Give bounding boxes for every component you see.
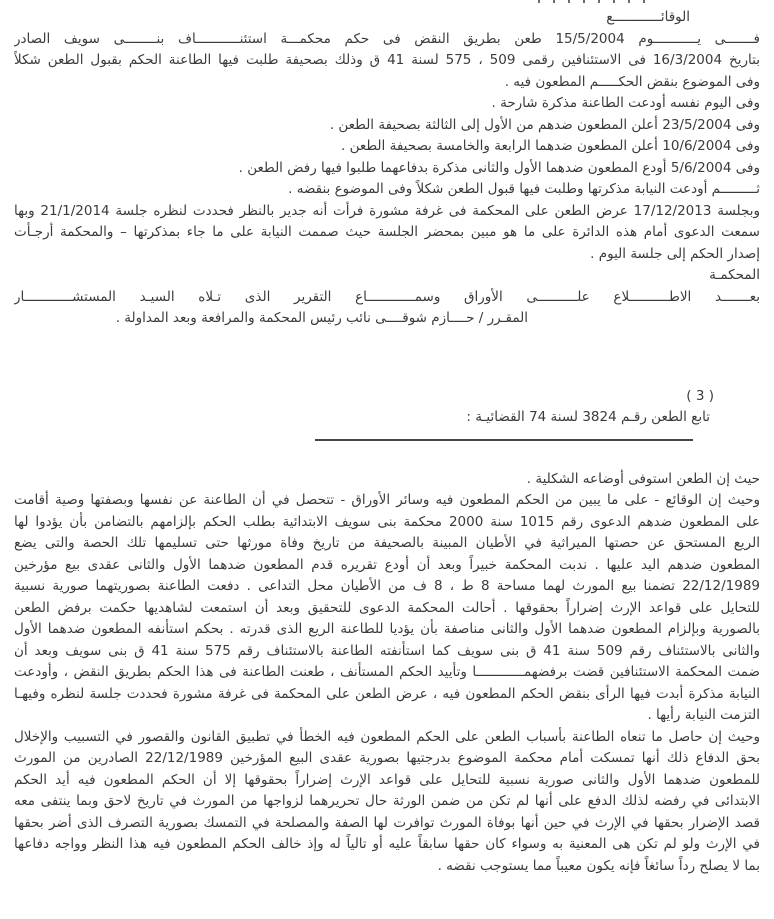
ruling-line: في الإرث ولو لم تكن هى المعنية به وسواء كان حقها سابقاً عليه أو تالياً له وإذ خالف الحكم المطعون فيه هذا النظر وواجه دفاعها [14,836,760,852]
page-number: ( 3 ) [686,387,714,404]
facts-line: وفى 23/5/2004 أعلن المطعون ضدهم من الأول إلى الثالثة بصحيفة الطعن . [329,116,760,133]
ruling-line: ضمت المحكمة الاستئنافين قضت برفضهمــــــــــــا وتأييد الحكم المستأنف ، طعنت الطاعنة فى هذا الحكم بطريق النقض ، وأودعت [14,664,760,680]
facts-line: ثـــــــــم أودعت النيابة مذكرتها وطلبت فيها قبول الطعن شكلاً وفى الموضوع بنقضه . [288,181,760,197]
court-line: بعـــــــد الاطــــــــــلاع علــــــــــى الأوراق وسمــــــــــــاع التقرير الذى تـلاه السيـد المستشــــــــــــار [14,288,760,305]
facts-line: وبجلسة 17/12/2013 عرض الطعن على المحكمة فى غرفة مشورة فرأت أنه جدير بالنظر فحددت لنظره جلسة 21/1/2014 وبها [14,202,760,219]
ruling-line: التزمت النيابة رأيها . [647,707,760,723]
ruling-line: 22/12/1989 تضمنا بيع المورث لهما مساحة 8 ط ، 8 ف من الأطيان محل التداعى . دفعت الطاعنة بصوريتهما صورية نسبية [14,578,760,594]
ruling-line: النيابة مذكرة أبدت فيها الرأى بنقض الحكم المطعون فيه ، عرض الطعن على المحكمة فى غرفة مشورة فحددت جلسة لنظره وفيهـا [14,685,760,702]
facts-line: وفى 10/6/2004 أعلن المطعون ضدهما الرابعة والخامسة بصحيفة الطعن . [340,138,760,154]
facts-heading: الوقائــــــــــــع [606,9,690,25]
ruling-line: والثانى بالاستئناف رقم 509 سنة 41 ق بنى سويف كما استأنفته الطاعنة بالاستئناف رقم 575 سنة 41 ق بنى سويف وبعد أن [14,642,760,659]
ruling-line: على المطعون ضدهم الدعوى رقم 1015 سنة 2000 محكمة بنى سويف الابتدائية بطلب الحكم بإلزامهم بالتضامن بأن يؤدوا لها [14,513,760,530]
facts-line: سمعت الدعوى أمام هذه الدائرة على ما هو مبين بمحضر الجلسة حيث صممت النيابة على ما جاء بمذكرتها – والمحكمة أرجـأت [14,224,760,240]
court-heading: المحكمـة [709,267,760,283]
case-reference: تابع الطعن رقـم 3824 لسنة 74 القضائيـة : [466,409,710,425]
ruling-line: وحيث إن حاصل ما تنعاه الطاعنة بأسباب الطعن على الحكم المطعون فيه الخطأ في تطبيق القانون والقصور في التسبيب والإخلال [14,728,760,745]
facts-line: فـــــــى يـــــــــــوم 15/5/2004 طعن بطريق النقض فى حكم محكمـــة استئنـــــــــــاف بنــــــــى سويف الصادر [14,30,760,47]
ruling-line: قصد الإضرار بحقها في الإرث في حين أنها بوفاة المورث توافرت لها الصفة والمصلحة في التمسك بصورية التصرف الذى أضر بحقها [14,814,760,831]
ruling-line: للمطعون ضدهما الأول والثانى صورية نسبية للتحايل على قواعد الإرث إضراراً بحقوقها إلا أن الحكم المطعون فيه أيد الحكم [14,771,760,788]
ruling-line: بما لا يصلح رداً سائغاً فإنه يكون معيباً مما يستوجب نقضه . [437,857,760,874]
facts-line: بتاريخ 16/3/2004 فى الاستئنافين رقمى 509 ، 575 لسنة 41 ق وذلك بصحيفة طلبت فيها الطاعنة الحكم بقبول الطعن شكلاً [14,52,760,68]
cropped-glyph-marks [538,0,648,3]
facts-line: وفى اليوم نفسه أودعت الطاعنة مذكرة شارحة . [491,95,760,111]
divider-rule [315,439,693,441]
ruling-line: حيث إن الطعن استوفى أوضاعه الشكلية . [526,470,760,487]
facts-line: وفى 5/6/2004 أودع المطعون ضدهما الأول والثانى مذكرة بدفاعهما طلبوا فيها رفض الطعن . [238,159,760,176]
ruling-line: للتحايل على قواعد الإرث إضراراً بحقوقها . أحالت المحكمة الدعوى للتحقيق وبعد أن استمعت لشاهديها حكمت برفض الطعن [14,599,760,616]
ruling-line: بالصورية وبإلزام المطعون ضدهما الأول والثانى مناصفة بأن يؤديا للطاعنة الريع الذى قدرته . بحكم استأنفه المطعون ضدهما الأول [14,621,760,637]
cropped-text-fragment [14,0,760,5]
document-body [14,7,760,877]
reporter-line: المقـرر / حــــازم شوقــــى نائب رئيس المحكمة والمرافعة وبعد المداولة . [115,310,528,326]
ruling-line: المطعون ضدهم اليد عليها . ندبت المحكمة خبيراً وبعد أن أودع تقريره قدم المطعون ضدهما الأول والثانى عقدى بيع مؤرخين [14,556,760,573]
facts-line: إصدار الحكم إلى جلسة اليوم . [590,245,760,262]
ruling-line: الابتدائى في رفضه لذلك الدفع على أنها لم تكن من ضمن الورثة حال تحريرهما لزواجها من المورث في تاريخ لاحق وبما ينتفى معه [14,793,760,809]
ruling-line: الريع المستحق عن حصتها الميراثية في الأطيان المبينة بالصحيفة من تاريخ وفاة مورثها حتى تسليمها تلك الحصة والتى يضع [14,535,760,551]
ruling-line: وحيث إن الوقائع - على ما يبين من الحكم المطعون فيه وسائر الأوراق - تتحصل في أن الطاعنة عن نفسها وبصفتها وصية أقامت [14,492,760,508]
ruling-line: بحق الدفاع ذلك أنها تمسكت أمام محكمة الموضوع بدرجتيها بصورية عقدى البيع المؤرخين 22/12/1989 الصادرين من المورث [14,750,760,766]
facts-line: وفى الموضوع بنقض الحكـــــم المطعون فيه . [504,73,760,90]
